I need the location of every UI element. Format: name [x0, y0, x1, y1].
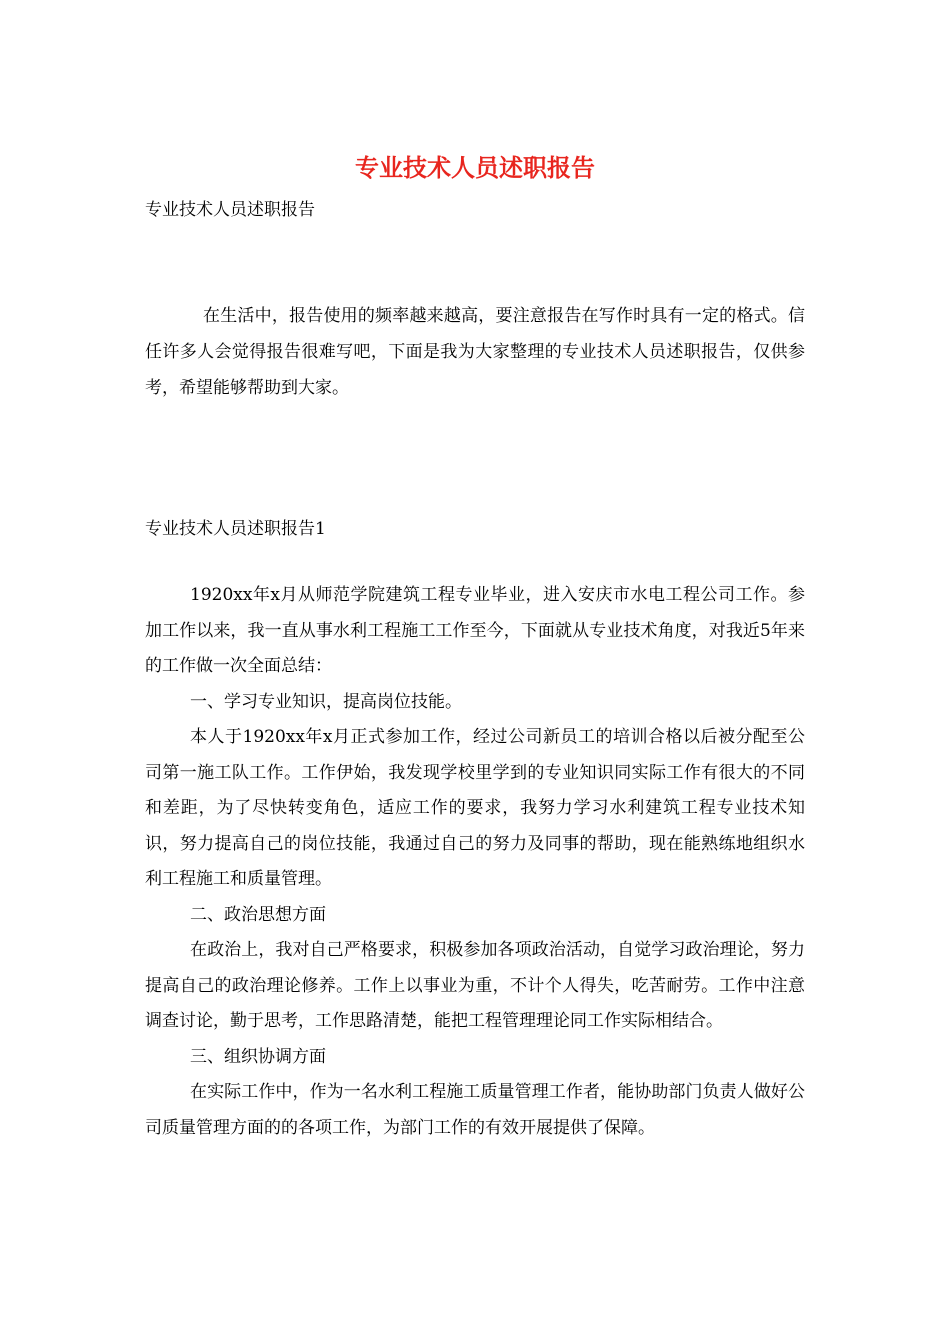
body-paragraph: 在政治上，我对自己严格要求，积极参加各项政治活动，自觉学习政治理论，努力提高自己的政治理论修养。工作上以事业为重，不计个人得失，吃苦耐劳。工作中注意调查讨论，勤于思考，工作思路清楚，能把工程管理理论同工作实际相结合。	[145, 940, 805, 1031]
document-subtitle: 专业技术人员述职报告	[145, 200, 315, 220]
document-title: 专业技术人员述职报告	[355, 153, 595, 182]
report-body	[145, 578, 805, 1146]
heading-study-skills: 一、学习专业知识，提高岗位技能。	[190, 691, 462, 712]
intro-paragraph: 在生活中，报告使用的频率越来越高，要注意报告在写作时具有一定的格式。信任许多人会觉得报告很难写吧，下面是我为大家整理的专业技术人员述职报告，仅供参考，希望能够帮助到大家。	[145, 306, 805, 398]
body-paragraph: 1920xx年x月从师范学院建筑工程专业毕业，进入安庆市水电工程公司工作。参加工作以来，我一直从事水利工程施工工作至今，下面就从专业技术角度，对我近5年来的工作做一次全面总结：	[145, 585, 805, 676]
body-paragraph: 本人于1920xx年x月正式参加工作，经过公司新员工的培训合格以后被分配至公司第一施工队工作。工作伊始，我发现学校里学到的专业知识同实际工作有很大的不同和差距，为了尽快转变角色，适应工作的要求，我努力学习水利建筑工程专业技术知识，努力提高自己的岗位技能，我通过自己的努力及同事的帮助，现在能熟练地组织水利工程施工和质量管理。	[145, 727, 805, 889]
heading-coordination: 三、组织协调方面	[190, 1046, 326, 1067]
body-paragraph: 在实际工作中，作为一名水利工程施工质量管理工作者，能协助部门负责人做好公司质量管理方面的的各项工作，为部门工作的有效开展提供了保障。	[145, 1082, 805, 1138]
heading-political-thought: 二、政治思想方面	[190, 904, 326, 925]
section-heading: 专业技术人员述职报告1	[145, 519, 326, 539]
